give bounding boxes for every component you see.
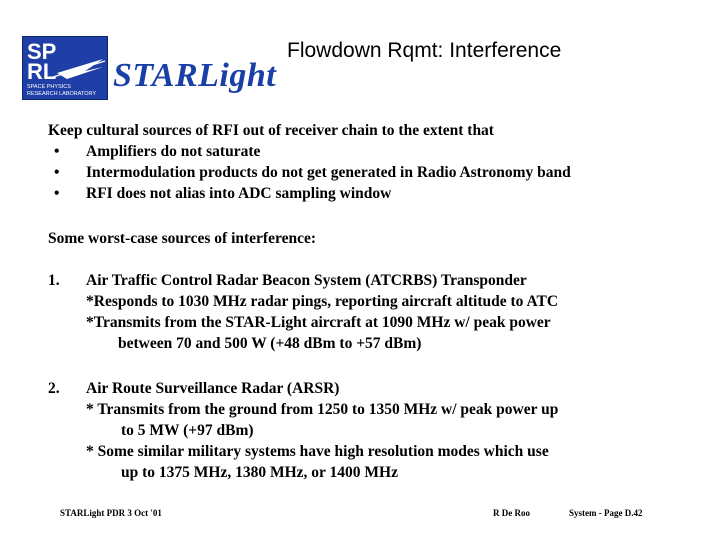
bullet-marker: • xyxy=(54,185,60,202)
numbered-item-2 xyxy=(48,378,688,483)
item-number: 1. xyxy=(48,272,60,289)
footer-left: STARLight PDR 3 Oct '01 xyxy=(60,508,162,518)
intro-text: Keep cultural sources of RFI out of receiver chain to the extent that xyxy=(48,122,494,139)
item-line: up to 1375 MHz, 1380 MHz, or 1400 MHz xyxy=(121,464,398,481)
bullet-item xyxy=(48,183,708,204)
slide-title: Flowdown Rqmt: Interference xyxy=(287,39,562,62)
bullet-item xyxy=(48,141,708,162)
item-title: Air Traffic Control Radar Beacon System (ATCRBS) Transponder xyxy=(86,272,527,289)
bullet-marker: • xyxy=(54,164,60,181)
bullet-text: Amplifiers do not saturate xyxy=(86,143,261,160)
bullet-text: RFI does not alias into ADC sampling window xyxy=(86,185,392,202)
item-line: *Responds to 1030 MHz radar pings, reporting aircraft altitude to ATC xyxy=(86,293,559,310)
slide-content xyxy=(48,120,708,481)
footer-page: System - Page D.42 xyxy=(569,508,643,518)
numbered-item-1 xyxy=(48,270,688,354)
section-heading: Some worst-case sources of interference: xyxy=(48,230,316,247)
logo-letters-bottom: RL xyxy=(27,59,57,84)
bullet-item xyxy=(48,162,708,183)
sprl-logo-graphic xyxy=(23,37,107,99)
item-line: between 70 and 500 W (+48 dBm to +57 dBm) xyxy=(118,335,422,352)
bullet-list xyxy=(48,141,708,204)
item-line: * Some similar military systems have high resolution modes which use xyxy=(86,443,549,460)
sprl-logo xyxy=(22,36,108,100)
item-number: 2. xyxy=(48,380,60,397)
bullet-text: Intermodulation products do not get generated in Radio Astronomy band xyxy=(86,164,571,181)
brand-name: STARLight xyxy=(113,57,277,94)
bullet-marker: • xyxy=(54,143,60,160)
logo-caption-2: RESEARCH LABORATORY xyxy=(27,91,97,97)
item-line: to 5 MW (+97 dBm) xyxy=(121,422,254,439)
logo-letters-top: SP xyxy=(27,39,57,64)
logo-caption-1: SPACE PHYSICS xyxy=(27,84,71,90)
item-line: *Transmits from the STAR-Light aircraft at 1090 MHz w/ peak power xyxy=(86,314,551,331)
item-title: Air Route Surveillance Radar (ARSR) xyxy=(86,380,340,397)
footer-author: R De Roo xyxy=(493,508,530,518)
item-line: * Transmits from the ground from 1250 to 1350 MHz w/ peak power up xyxy=(86,401,559,418)
